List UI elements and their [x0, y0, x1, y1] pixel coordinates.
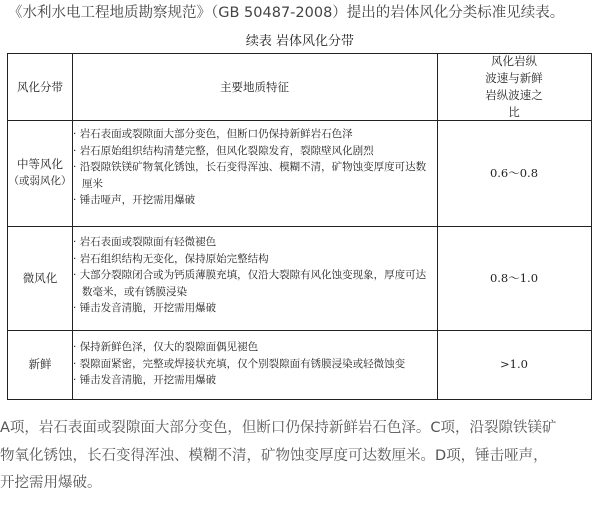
intro-text: 《水利水电工程地质勘察规范》（GB 50487-2008）提出的岩体风化分类标准见续表。	[8, 5, 565, 21]
features-cell-moderate	[72, 126, 432, 209]
feature-item: · 岩石表面或裂隙面大部分变色，但断口仍保持新鲜岩石色泽	[73, 128, 353, 140]
table-caption: 续表 岩体风化分带	[245, 34, 355, 49]
ratio-cell-fresh: >1.0	[500, 357, 528, 371]
zone-label: 中等风化	[17, 157, 63, 171]
feature-item: · 岩石表面或裂隙面有轻微褪色	[73, 236, 217, 248]
header-ratio-line: 风化岩纵	[491, 54, 537, 68]
explanation-line: A项，岩石表面或裂隙面大部分变色，但断口仍保持新鲜岩石色泽。C项，沿裂隙铁镁矿	[0, 420, 557, 436]
header-zone: 风化分带	[17, 79, 63, 94]
zone-cell-slight: 微风化	[22, 270, 58, 285]
feature-item: · 锤击发音清脆，开挖需用爆破	[73, 374, 217, 386]
zone-label: （或弱风化）	[8, 175, 72, 187]
weathering-table	[7, 53, 592, 400]
ratio-cell-moderate: 0.6～0.8	[489, 165, 539, 180]
feature-item: · 保持新鲜色泽，仅大的裂隙面偶见褪色	[73, 341, 259, 353]
feature-item: · 沿裂隙铁镁矿物氧化锈蚀，长石变得浑浊、模糊不清，矿物蚀变厚度可达数厘米	[73, 161, 427, 190]
features-cell-fresh	[72, 339, 432, 389]
feature-item: · 锤击哑声，开挖需用爆破	[73, 194, 196, 206]
explanation-line: 物氧化锈蚀，长石变得浑浊、模糊不清，矿物蚀变厚度可达数厘米。D项，锤击哑声，	[0, 447, 548, 464]
zone-cell-moderate	[8, 120, 72, 226]
header-ratio-line: 岩纵波速之	[485, 88, 543, 102]
feature-item: · 裂隙面紧密，完整或焊接状充填，仅个别裂隙面有锈膜浸染或轻微蚀变	[73, 357, 406, 370]
feature-item: · 锤击发音清脆，开挖需用爆破	[73, 302, 217, 314]
ratio-cell-slight: 0.8～1.0	[489, 270, 539, 285]
header-features: 主要地质特征	[220, 79, 289, 94]
explanation-line: 开挖需用爆破。	[0, 475, 102, 491]
feature-item: · 岩石原始组织结构清楚完整，但风化裂隙发育，裂隙壁风化剧烈	[73, 144, 374, 157]
feature-item: · 岩石组织结构无变化，保持原始完整结构	[73, 252, 269, 265]
header-ratio-line: 波速与新鲜	[485, 71, 543, 85]
header-ratio	[437, 54, 591, 120]
features-cell-slight	[72, 234, 432, 317]
feature-item: · 大部分裂隙闭合或为钙质薄膜充填，仅沿大裂隙有风化蚀变现象，厚度可达数毫米，或有锈膜浸染	[73, 269, 427, 298]
header-ratio-line: 比	[508, 105, 520, 119]
explanation-text	[0, 415, 600, 498]
zone-cell-fresh: 新鲜	[28, 357, 52, 371]
